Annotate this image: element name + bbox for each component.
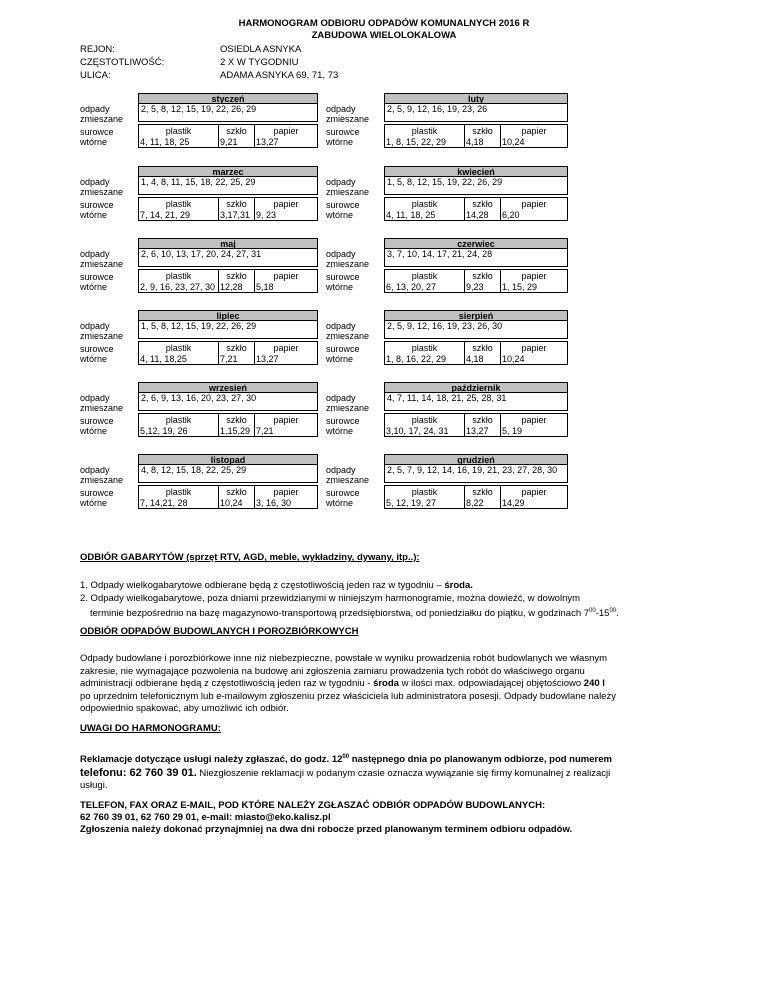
glass-header: szkło xyxy=(226,199,247,209)
recyclables-table xyxy=(138,413,318,437)
mixed-waste-dates: 1, 4, 8, 11, 15, 18, 22, 25, 29 xyxy=(138,177,318,195)
plastic-header: plastik xyxy=(411,271,438,281)
plastic-header: plastik xyxy=(165,343,192,353)
glass-dates: 7,21 xyxy=(220,354,238,364)
glass-column xyxy=(219,342,255,364)
plastic-header: plastik xyxy=(165,271,192,281)
month-block xyxy=(326,166,568,224)
recyclables-table xyxy=(138,269,318,293)
glass-column xyxy=(219,198,255,220)
recyclables-label: surowce wtórne xyxy=(326,200,360,220)
month-block xyxy=(80,454,318,512)
plastic-header: plastik xyxy=(165,126,192,136)
glass-dates: 10,24 xyxy=(220,498,243,508)
plastic-column xyxy=(385,125,465,147)
month-block xyxy=(80,238,318,296)
paper-dates: 6,20 xyxy=(502,210,520,220)
month-block xyxy=(326,310,568,368)
plastic-dates: 4, 11, 18,25 xyxy=(140,354,187,364)
paper-column xyxy=(255,198,317,220)
plastic-column xyxy=(139,486,219,508)
glass-header: szkło xyxy=(226,343,247,353)
paper-header: papier xyxy=(521,271,547,281)
mixed-waste-dates: 2, 5, 9, 12, 16, 19, 23, 26 xyxy=(384,104,568,122)
plastic-column xyxy=(139,342,219,364)
recyclables-table xyxy=(384,269,568,293)
paper-dates: 13,27 xyxy=(256,354,279,364)
plastic-dates: 7, 14, 21, 29 xyxy=(140,210,191,220)
plastic-column xyxy=(139,414,219,436)
paper-column xyxy=(255,342,317,364)
plastic-column xyxy=(139,125,219,147)
mixed-waste-dates: 1, 5, 8, 12, 15, 19, 22, 26, 29 xyxy=(138,321,318,339)
mixed-waste-label: odpady zmieszane xyxy=(326,249,370,269)
bulky-rule-1: 1. Odpady wielkogabarytowe odbierane będą z częstotliwością jeden raz w tygodniu – środa. xyxy=(80,580,473,591)
paper-dates: 10,24 xyxy=(502,354,525,364)
plastic-header: plastik xyxy=(411,415,438,425)
recyclables-label: surowce wtórne xyxy=(80,416,114,436)
paper-header: papier xyxy=(521,126,547,136)
recyclables-label: surowce wtórne xyxy=(80,344,114,364)
plastic-column xyxy=(385,486,465,508)
paper-header: papier xyxy=(521,199,547,209)
bulky-rule-2-cont: terminie bezpośrednio na bazę magazynowo-transportową przedsiębiorstwa, od poniedziałku do piątku, w godzinach $7^{00}-15^{00}$. xyxy=(90,608,619,620)
plastic-header: plastik xyxy=(411,487,438,497)
month-block xyxy=(326,382,568,440)
plastic-column xyxy=(385,270,465,292)
plastic-header: plastik xyxy=(411,199,438,209)
recyclables-label: surowce wtórne xyxy=(326,272,360,292)
month-name: styczeń xyxy=(138,93,318,104)
paper-header: papier xyxy=(521,415,547,425)
glass-dates: 4,18 xyxy=(466,354,484,364)
glass-dates: 1,15,29 xyxy=(220,426,251,436)
plastic-column xyxy=(385,198,465,220)
frequency-value: 2 X W TYGODNIU xyxy=(220,57,299,68)
mixed-waste-label: odpady zmieszane xyxy=(80,465,124,485)
month-block xyxy=(326,238,568,296)
month-name: grudzień xyxy=(384,454,568,465)
notes-section-title: UWAGI DO HARMONOGRAMU: xyxy=(80,723,221,734)
glass-dates: 3,17,31 xyxy=(220,210,251,220)
recyclables-table xyxy=(384,485,568,509)
paper-header: papier xyxy=(273,487,299,497)
recyclables-label: surowce wtórne xyxy=(326,344,360,364)
plastic-dates: 2, 9, 16, 23, 27, 30 xyxy=(140,282,216,292)
glass-column xyxy=(465,270,501,292)
recyclables-table xyxy=(384,197,568,221)
complaint-phone: telefonu: 62 760 39 01. xyxy=(80,766,197,779)
plastic-dates: 5,12, 19, 26 xyxy=(140,426,188,436)
glass-header: szkło xyxy=(226,126,247,136)
construction-text: Odpady budowlane i porozbiórkowe inne niż niebezpieczne, powstałe w wyniku prowadzenia robót budowlanych we własnym zakresie, nie wymagające pozwolenia na budowę ani zgłoszenia zamiaru prowadzenia tych robót do właściwego organu administracji odbierane będą z częstotliwością jeden raz w tygodniu - środa w ilości max. odpowiadającej objętościowo 240 l po uprzednim telefonicznym lub e-mailowym zgłoszeniu przez właściciela lub administratora posesji. Odpady budowlane należy odpowiednio spakować, aby umożliwić ich odbiór. xyxy=(80,653,616,714)
paper-column xyxy=(501,125,567,147)
paper-column xyxy=(255,270,317,292)
recyclables-table xyxy=(138,485,318,509)
glass-column xyxy=(219,270,255,292)
paper-header: papier xyxy=(273,343,299,353)
paper-dates: 5,18 xyxy=(256,282,274,292)
mixed-waste-label: odpady zmieszane xyxy=(326,465,370,485)
recyclables-table xyxy=(384,124,568,148)
paper-column xyxy=(501,198,567,220)
paper-column xyxy=(255,125,317,147)
plastic-column xyxy=(139,270,219,292)
month-block xyxy=(80,382,318,440)
recyclables-label: surowce wtórne xyxy=(326,127,360,147)
paper-dates: 3, 16, 30 xyxy=(256,498,292,508)
plastic-column xyxy=(139,198,219,220)
plastic-header: plastik xyxy=(411,343,438,353)
month-block xyxy=(326,454,568,512)
month-name: wrzesień xyxy=(138,382,318,393)
mixed-waste-dates: 2, 6, 10, 13, 17, 20, 24, 27, 31 xyxy=(138,249,318,267)
glass-dates: 12,28 xyxy=(220,282,243,292)
paper-column xyxy=(255,414,317,436)
mixed-waste-label: odpady zmieszane xyxy=(80,249,124,269)
glass-dates: 13,27 xyxy=(466,426,489,436)
glass-dates: 9,23 xyxy=(466,282,484,292)
mixed-waste-label: odpady zmieszane xyxy=(326,177,370,197)
paper-column xyxy=(501,414,567,436)
recyclables-label: surowce wtórne xyxy=(326,488,360,508)
region-label: REJON: xyxy=(80,44,115,55)
paper-header: papier xyxy=(273,199,299,209)
mixed-waste-label: odpady zmieszane xyxy=(80,393,124,413)
paper-dates: 10,24 xyxy=(502,137,525,147)
glass-column xyxy=(465,125,501,147)
glass-dates: 4,18 xyxy=(466,137,484,147)
recyclables-table xyxy=(384,413,568,437)
recyclables-table xyxy=(138,197,318,221)
glass-header: szkło xyxy=(226,271,247,281)
paper-header: papier xyxy=(273,415,299,425)
plastic-header: plastik xyxy=(411,126,438,136)
paper-column xyxy=(255,486,317,508)
glass-column xyxy=(465,414,501,436)
month-name: luty xyxy=(384,93,568,104)
month-block xyxy=(80,93,318,151)
glass-column xyxy=(465,342,501,364)
paper-dates: 7,21 xyxy=(256,426,274,436)
plastic-dates: 1, 8, 15, 22, 29 xyxy=(386,137,447,147)
mixed-waste-dates: 4, 8, 12, 15, 18, 22, 25, 29 xyxy=(138,465,318,483)
plastic-dates: 4, 11, 18, 25 xyxy=(140,137,190,147)
contact-details: 62 760 39 01, 62 760 29 01, e-mail: miasto@eko.kalisz.pl xyxy=(80,812,331,823)
street-value: ADAMA ASNYKA 69, 71, 73 xyxy=(220,70,339,81)
plastic-header: plastik xyxy=(165,487,192,497)
glass-header: szkło xyxy=(226,415,247,425)
recyclables-table xyxy=(138,124,318,148)
plastic-column xyxy=(385,342,465,364)
month-name: czerwiec xyxy=(384,238,568,249)
glass-dates: 14,28 xyxy=(466,210,489,220)
recyclables-label: surowce wtórne xyxy=(80,200,114,220)
paper-header: papier xyxy=(273,126,299,136)
plastic-dates: 4, 11, 18, 25 xyxy=(386,210,436,220)
plastic-dates: 1, 8, 16, 22, 29 xyxy=(386,354,447,364)
glass-header: szkło xyxy=(472,343,493,353)
document-title: HARMONOGRAM ODBIORU ODPADÓW KOMUNALNYCH 2016 R xyxy=(238,18,530,29)
paper-dates: 9, 23 xyxy=(256,210,277,220)
complaint-text: Reklamacje dotyczące usługi należy zgłaszać, do godz. $12^{00}$ następnego dnia po planowanym odbiorze, pod numerem telefonu: 62 760 39 01. Niezgłoszenie reklamacji w podanym czasie oznacza wywiązanie się firmy komunalnej z realizacji usługi. xyxy=(80,754,612,792)
month-name: listopad xyxy=(138,454,318,465)
mixed-waste-label: odpady zmieszane xyxy=(326,104,370,124)
recyclables-table xyxy=(384,341,568,365)
document-subtitle: ZABUDOWA WIELOLOKALOWA xyxy=(311,30,457,41)
mixed-waste-label: odpady zmieszane xyxy=(80,104,124,124)
glass-header: szkło xyxy=(472,487,493,497)
glass-header: szkło xyxy=(226,487,247,497)
mixed-waste-dates: 1, 5, 8, 12, 15, 19, 22, 26, 29 xyxy=(384,177,568,195)
recyclables-label: surowce wtórne xyxy=(80,488,114,508)
plastic-column xyxy=(385,414,465,436)
paper-column xyxy=(501,486,567,508)
month-block xyxy=(80,310,318,368)
glass-column xyxy=(219,486,255,508)
glass-header: szkło xyxy=(472,415,493,425)
mixed-waste-label: odpady zmieszane xyxy=(80,177,124,197)
mixed-waste-label: odpady zmieszane xyxy=(326,393,370,413)
plastic-dates: 3,10, 17, 24, 31 xyxy=(386,426,449,436)
bulky-rule-2: 2. Odpady wielkogabarytowe, poza dniami przewidzianymi w niniejszym harmonogramie, można dowieźć, w dowolnym xyxy=(80,593,581,604)
mixed-waste-dates: 2, 6, 9, 13, 16, 20, 23, 27, 30 xyxy=(138,393,318,411)
paper-header: papier xyxy=(521,343,547,353)
paper-column xyxy=(501,342,567,364)
paper-header: papier xyxy=(273,271,299,281)
month-name: maj xyxy=(138,238,318,249)
mixed-waste-label: odpady zmieszane xyxy=(80,321,124,341)
glass-column xyxy=(465,198,501,220)
month-name: marzec xyxy=(138,166,318,177)
plastic-header: plastik xyxy=(165,199,192,209)
paper-column xyxy=(501,270,567,292)
contact-deadline: Zgłoszenia należy dokonać przynajmniej na dwa dni robocze przed planowanym terminem odbioru odpadów. xyxy=(80,824,573,835)
recyclables-label: surowce wtórne xyxy=(326,416,360,436)
paper-header: papier xyxy=(521,487,547,497)
plastic-dates: 6, 13, 20, 27 xyxy=(386,282,437,292)
paper-dates: 5, 19 xyxy=(502,426,523,436)
recyclables-table xyxy=(138,341,318,365)
paper-dates: 13,27 xyxy=(256,137,279,147)
month-block xyxy=(326,93,568,151)
contact-heading: TELEFON, FAX ORAZ E-MAIL, POD KTÓRE NALEŻY ZGŁASZAĆ ODBIÓR ODPADÓW BUDOWLANYCH: xyxy=(80,800,546,811)
glass-header: szkło xyxy=(472,199,493,209)
month-name: lipiec xyxy=(138,310,318,321)
mixed-waste-dates: 2, 5, 8, 12, 15, 19, 22, 26, 29 xyxy=(138,104,318,122)
glass-column xyxy=(465,486,501,508)
month-block xyxy=(80,166,318,224)
frequency-label: CZĘSTOTLIWOŚĆ: xyxy=(80,57,165,68)
recyclables-label: surowce wtórne xyxy=(80,272,114,292)
glass-column xyxy=(219,125,255,147)
street-label: ULICA: xyxy=(80,70,111,81)
recyclables-label: surowce wtórne xyxy=(80,127,114,147)
glass-column xyxy=(219,414,255,436)
glass-dates: 8,22 xyxy=(466,498,484,508)
mixed-waste-dates: 2, 5, 9, 12, 16, 19, 23, 26, 30 xyxy=(384,321,568,339)
plastic-dates: 7, 14,21, 28 xyxy=(140,498,188,508)
paper-dates: 1, 15, 29 xyxy=(502,282,538,292)
glass-header: szkło xyxy=(472,126,493,136)
glass-header: szkło xyxy=(472,271,493,281)
month-name: kwiecień xyxy=(384,166,568,177)
month-name: październik xyxy=(384,382,568,393)
paper-dates: 14,29 xyxy=(502,498,525,508)
mixed-waste-dates: 3, 7, 10, 14, 17, 21, 24, 28 xyxy=(384,249,568,267)
glass-dates: 9,21 xyxy=(220,137,238,147)
mixed-waste-dates: 2, 5, 7, 9, 12, 14, 16, 19, 21, 23, 27, 28, 30 xyxy=(384,465,568,483)
plastic-header: plastik xyxy=(165,415,192,425)
region-value: OSIEDLA ASNYKA xyxy=(220,44,302,55)
construction-section-title: ODBIÓR ODPADÓW BUDOWLANYCH I POROZBIÓRKOWYCH xyxy=(80,626,359,637)
mixed-waste-dates: 4, 7, 11, 14, 18, 21, 25, 28, 31 xyxy=(384,393,568,411)
mixed-waste-label: odpady zmieszane xyxy=(326,321,370,341)
bulky-section-title: ODBIÓR GABARYTÓW (sprzęt RTV, AGD, meble, wykładziny, dywany, itp..): xyxy=(80,552,420,563)
month-name: sierpień xyxy=(384,310,568,321)
plastic-dates: 5, 12, 19, 27 xyxy=(386,498,437,508)
